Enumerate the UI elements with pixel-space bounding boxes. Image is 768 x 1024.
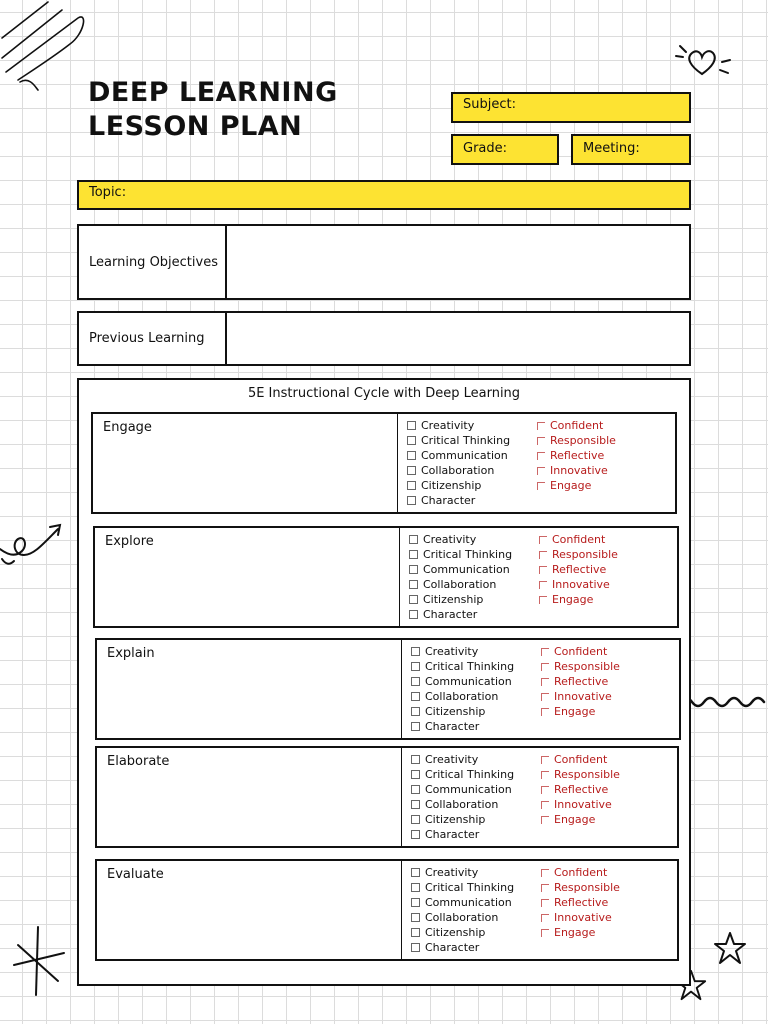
trait-checklist <box>541 865 620 940</box>
dimension-item[interactable] <box>411 910 514 925</box>
dimension-item[interactable] <box>411 719 514 734</box>
dimension-item[interactable] <box>411 767 514 782</box>
dimension-item[interactable] <box>411 895 514 910</box>
trait-label: Reflective <box>554 675 609 688</box>
trait-label: Engage <box>554 813 596 826</box>
trait-item[interactable] <box>541 752 620 767</box>
dimension-item[interactable] <box>411 674 514 689</box>
trait-label: Responsible <box>552 548 618 561</box>
dimension-label: Citizenship <box>423 593 484 606</box>
stage-name: Engage <box>103 420 152 435</box>
dimension-item[interactable] <box>411 880 514 895</box>
checkbox-icon[interactable] <box>541 693 549 701</box>
trait-item[interactable] <box>539 562 618 577</box>
checkbox-icon[interactable] <box>409 550 418 559</box>
checkbox-icon[interactable] <box>411 943 420 952</box>
checkbox-icon[interactable] <box>409 610 418 619</box>
checkbox-icon[interactable] <box>541 756 549 764</box>
trait-item[interactable] <box>541 865 620 880</box>
checkbox-icon[interactable] <box>409 535 418 544</box>
checkbox-icon[interactable] <box>537 467 545 475</box>
checkbox-icon[interactable] <box>541 884 549 892</box>
dimension-item[interactable] <box>411 782 514 797</box>
dimension-label: Creativity <box>423 533 477 546</box>
checkbox-icon[interactable] <box>411 677 420 686</box>
dimension-label: Creativity <box>421 419 475 432</box>
trait-item[interactable] <box>539 592 618 607</box>
trait-item[interactable] <box>541 895 620 910</box>
checkbox-icon[interactable] <box>411 755 420 764</box>
dimension-label: Communication <box>425 675 512 688</box>
checkbox-icon[interactable] <box>541 929 549 937</box>
checkbox-icon[interactable] <box>541 771 549 779</box>
checkbox-icon[interactable] <box>539 566 547 574</box>
trait-label: Confident <box>554 645 608 658</box>
trait-item[interactable] <box>541 812 620 827</box>
dimension-item[interactable] <box>411 752 514 767</box>
subject-label: Subject: <box>463 97 516 112</box>
checkbox-icon[interactable] <box>541 914 549 922</box>
dimension-label: Character <box>421 494 476 507</box>
trait-item[interactable] <box>541 704 620 719</box>
dimension-item[interactable] <box>409 532 512 547</box>
dimension-label: Collaboration <box>425 911 499 924</box>
trait-item[interactable] <box>539 577 618 592</box>
topic-label: Topic: <box>89 185 127 200</box>
dimension-label: Critical Thinking <box>425 660 515 673</box>
stage-divider <box>401 861 402 959</box>
dimension-item[interactable] <box>409 607 512 622</box>
dimension-label: Critical Thinking <box>421 434 511 447</box>
trait-label: Innovative <box>554 911 612 924</box>
dimension-item[interactable] <box>411 865 514 880</box>
dimension-item[interactable] <box>407 418 510 433</box>
stage-divider <box>399 528 400 626</box>
checkbox-icon[interactable] <box>407 421 416 430</box>
topic-field[interactable] <box>77 180 691 210</box>
trait-item[interactable] <box>537 478 616 493</box>
trait-label: Innovative <box>552 578 610 591</box>
trait-label: Responsible <box>550 434 616 447</box>
dimension-item[interactable] <box>411 689 514 704</box>
stage-divider <box>397 414 398 512</box>
stage-evaluate[interactable] <box>95 859 679 961</box>
trait-item[interactable] <box>537 433 616 448</box>
trait-label: Innovative <box>554 690 612 703</box>
checkbox-icon[interactable] <box>411 883 420 892</box>
checkbox-icon[interactable] <box>411 898 420 907</box>
previous-learning-row[interactable] <box>77 311 691 366</box>
dimension-checklist <box>411 752 514 842</box>
checkbox-icon[interactable] <box>541 678 549 686</box>
checkbox-icon[interactable] <box>541 648 549 656</box>
trait-label: Confident <box>554 753 608 766</box>
trait-label: Reflective <box>554 783 609 796</box>
trait-label: Reflective <box>554 896 609 909</box>
checkbox-icon[interactable] <box>407 466 416 475</box>
dimension-label: Communication <box>421 449 508 462</box>
page-title <box>88 76 338 144</box>
subject-field[interactable] <box>451 92 691 123</box>
trait-item[interactable] <box>541 659 620 674</box>
trait-label: Confident <box>552 533 606 546</box>
dimension-label: Citizenship <box>425 813 486 826</box>
trait-label: Engage <box>552 593 594 606</box>
learning-objectives-row[interactable] <box>77 224 691 300</box>
checkbox-icon[interactable] <box>541 786 549 794</box>
checkbox-icon[interactable] <box>411 913 420 922</box>
curl-arrow-icon <box>0 515 68 571</box>
checkbox-icon[interactable] <box>411 830 420 839</box>
stage-name: Elaborate <box>107 754 170 769</box>
checkbox-icon[interactable] <box>411 647 420 656</box>
trait-label: Reflective <box>552 563 607 576</box>
trait-checklist <box>537 418 616 493</box>
checkbox-icon[interactable] <box>411 722 420 731</box>
dimension-item[interactable] <box>411 659 514 674</box>
learning-objectives-label: Learning Objectives <box>79 226 227 298</box>
checkbox-icon[interactable] <box>409 565 418 574</box>
trait-label: Innovative <box>550 464 608 477</box>
dimension-item[interactable] <box>411 812 514 827</box>
checkbox-icon[interactable] <box>411 928 420 937</box>
trait-label: Confident <box>554 866 608 879</box>
checkbox-icon[interactable] <box>541 801 549 809</box>
checkbox-icon[interactable] <box>411 785 420 794</box>
checkbox-icon[interactable] <box>541 663 549 671</box>
dimension-label: Creativity <box>425 753 479 766</box>
dimension-label: Character <box>423 608 478 621</box>
checkbox-icon[interactable] <box>541 708 549 716</box>
dimension-label: Critical Thinking <box>425 881 515 894</box>
star-icon <box>712 930 748 966</box>
checkbox-icon[interactable] <box>411 707 420 716</box>
trait-item[interactable] <box>541 925 620 940</box>
checkbox-icon[interactable] <box>537 437 545 445</box>
dimension-item[interactable] <box>411 925 514 940</box>
trait-item[interactable] <box>541 644 620 659</box>
checkbox-icon[interactable] <box>537 422 545 430</box>
checkbox-icon[interactable] <box>409 580 418 589</box>
trait-item[interactable] <box>541 767 620 782</box>
stage-name: Explain <box>107 646 155 661</box>
trait-item[interactable] <box>539 547 618 562</box>
checkbox-icon[interactable] <box>541 816 549 824</box>
trait-label: Innovative <box>554 798 612 811</box>
trait-item[interactable] <box>541 782 620 797</box>
dimension-label: Citizenship <box>421 479 482 492</box>
checkbox-icon[interactable] <box>409 595 418 604</box>
page-title-line: DEEP LEARNING <box>88 77 338 108</box>
scribble-icon <box>0 0 90 95</box>
trait-item[interactable] <box>541 674 620 689</box>
grade-field[interactable] <box>451 134 559 165</box>
checkbox-icon[interactable] <box>411 770 420 779</box>
dimension-checklist <box>409 532 512 622</box>
dimension-label: Character <box>425 941 480 954</box>
dimension-item[interactable] <box>407 448 510 463</box>
dimension-item[interactable] <box>411 827 514 842</box>
checkbox-icon[interactable] <box>411 692 420 701</box>
checkbox-icon[interactable] <box>537 452 545 460</box>
trait-label: Reflective <box>550 449 605 462</box>
dimension-label: Collaboration <box>421 464 495 477</box>
trait-label: Engage <box>550 479 592 492</box>
trait-item[interactable] <box>537 463 616 478</box>
trait-item[interactable] <box>539 532 618 547</box>
trait-item[interactable] <box>541 880 620 895</box>
trait-item[interactable] <box>541 797 620 812</box>
dimension-item[interactable] <box>407 478 510 493</box>
dimension-label: Character <box>425 720 480 733</box>
checkbox-icon[interactable] <box>539 581 547 589</box>
trait-checklist <box>539 532 618 607</box>
dimension-checklist <box>411 644 514 734</box>
dimension-label: Collaboration <box>425 690 499 703</box>
stage-name: Evaluate <box>107 867 164 882</box>
stage-name: Explore <box>105 534 154 549</box>
stage-elaborate[interactable] <box>95 746 679 848</box>
heart-icon <box>670 40 734 86</box>
checkbox-icon[interactable] <box>411 815 420 824</box>
checkbox-icon[interactable] <box>407 496 416 505</box>
trait-item[interactable] <box>541 910 620 925</box>
asterisk-icon <box>10 925 68 997</box>
dimension-item[interactable] <box>409 577 512 592</box>
dimension-checklist <box>411 865 514 955</box>
dimension-item[interactable] <box>411 704 514 719</box>
trait-label: Engage <box>554 926 596 939</box>
dimension-label: Collaboration <box>423 578 497 591</box>
stage-divider <box>401 640 402 738</box>
dimension-label: Citizenship <box>425 926 486 939</box>
dimension-label: Creativity <box>425 866 479 879</box>
checkbox-icon[interactable] <box>541 869 549 877</box>
cycle-title: 5E Instructional Cycle with Deep Learning <box>247 386 521 401</box>
stage-engage[interactable] <box>91 412 677 514</box>
checkbox-icon[interactable] <box>411 868 420 877</box>
trait-item[interactable] <box>541 689 620 704</box>
checkbox-icon[interactable] <box>411 662 420 671</box>
checkbox-icon[interactable] <box>407 481 416 490</box>
trait-label: Responsible <box>554 881 620 894</box>
trait-checklist <box>541 644 620 719</box>
dimension-item[interactable] <box>409 562 512 577</box>
meeting-label: Meeting: <box>583 141 640 156</box>
trait-item[interactable] <box>537 418 616 433</box>
grade-label: Grade: <box>463 141 508 156</box>
dimension-label: Critical Thinking <box>425 768 515 781</box>
dimension-item[interactable] <box>411 644 514 659</box>
dimension-label: Collaboration <box>425 798 499 811</box>
dimension-item[interactable] <box>411 797 514 812</box>
instructional-cycle-panel <box>77 378 691 986</box>
dimension-label: Critical Thinking <box>423 548 513 561</box>
checkbox-icon[interactable] <box>537 482 545 490</box>
trait-checklist <box>541 752 620 827</box>
dimension-label: Character <box>425 828 480 841</box>
dimension-label: Communication <box>425 783 512 796</box>
checkbox-icon[interactable] <box>407 436 416 445</box>
dimension-label: Communication <box>423 563 510 576</box>
trait-label: Confident <box>550 419 604 432</box>
previous-learning-label: Previous Learning <box>79 313 227 364</box>
dimension-item[interactable] <box>407 433 510 448</box>
checkbox-icon[interactable] <box>411 800 420 809</box>
dimension-item[interactable] <box>407 493 510 508</box>
dimension-label: Creativity <box>425 645 479 658</box>
dimension-item[interactable] <box>409 547 512 562</box>
trait-label: Responsible <box>554 768 620 781</box>
checkbox-icon[interactable] <box>539 551 547 559</box>
checkbox-icon[interactable] <box>541 899 549 907</box>
dimension-item[interactable] <box>407 463 510 478</box>
stage-divider <box>401 748 402 846</box>
meeting-field[interactable] <box>571 134 691 165</box>
page-title-line: LESSON PLAN <box>88 111 303 142</box>
dimension-item[interactable] <box>411 940 514 955</box>
dimension-label: Communication <box>425 896 512 909</box>
trait-label: Responsible <box>554 660 620 673</box>
dimension-checklist <box>407 418 510 508</box>
wave-icon <box>680 690 768 714</box>
checkbox-icon[interactable] <box>539 596 547 604</box>
stage-explain[interactable] <box>95 638 681 740</box>
dimension-item[interactable] <box>409 592 512 607</box>
trait-item[interactable] <box>537 448 616 463</box>
stage-explore[interactable] <box>93 526 679 628</box>
dimension-label: Citizenship <box>425 705 486 718</box>
trait-label: Engage <box>554 705 596 718</box>
checkbox-icon[interactable] <box>407 451 416 460</box>
checkbox-icon[interactable] <box>539 536 547 544</box>
